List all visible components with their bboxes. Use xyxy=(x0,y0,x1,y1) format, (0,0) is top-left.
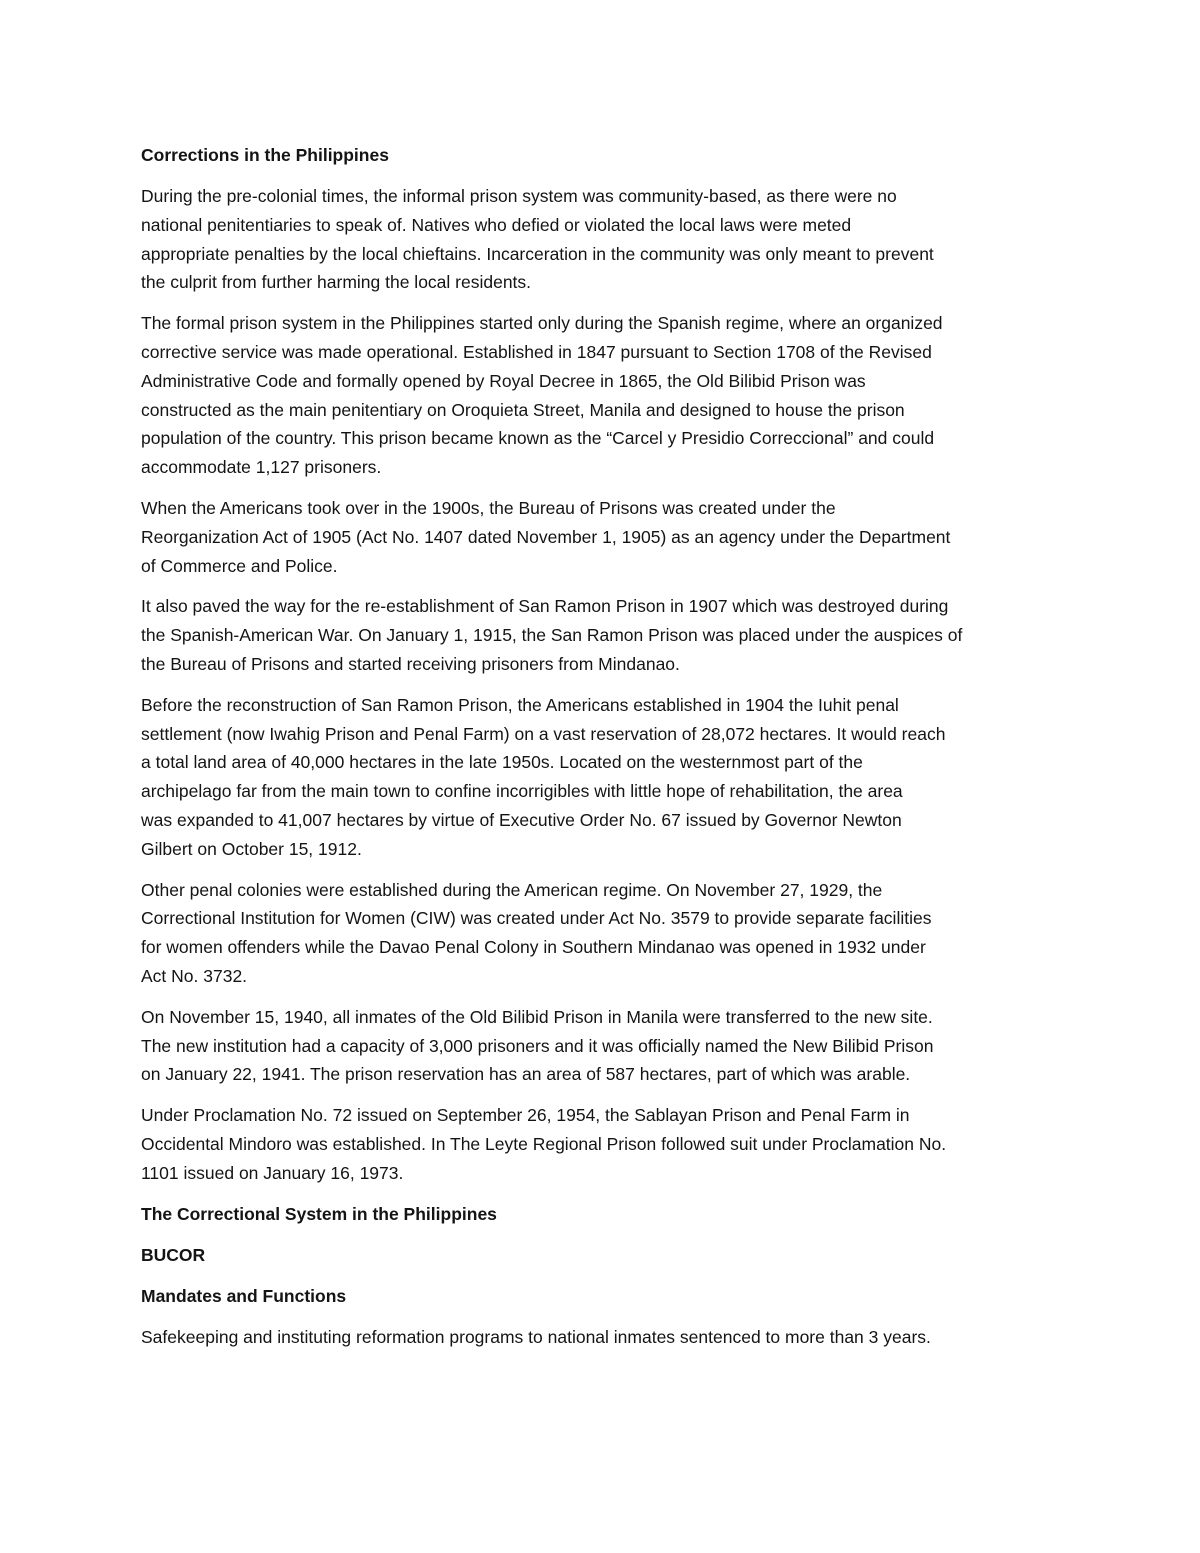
text-line: of Commerce and Police. xyxy=(141,555,338,576)
paragraph-american-era xyxy=(141,494,1061,580)
text-line: Act No. 3732. xyxy=(141,965,248,986)
text-line: During the pre-colonial times, the informal prison system was community-based, as there were no xyxy=(141,186,897,206)
text-line: 1101 issued on January 16, 1973. xyxy=(141,1162,404,1183)
text-line: Correctional Institution for Women (CIW) was created under Act No. 3579 to provide separate facilities xyxy=(141,908,932,929)
document-page xyxy=(141,141,1061,1363)
text-line: a total land area of 40,000 hectares in the late 1950s. Located on the westernmost part of the xyxy=(141,752,863,773)
text-line: the Spanish-American War. On January 1, 1915, the San Ramon Prison was placed under the auspices of xyxy=(141,625,963,646)
text-line: the culprit from further harming the local residents. xyxy=(141,272,532,293)
text-line: appropriate penalties by the local chieftains. Incarceration in the community was only meant to prevent xyxy=(141,243,934,264)
paragraph-precolonial xyxy=(141,182,1061,297)
section-heading-mandates: Mandates and Functions xyxy=(141,1285,347,1306)
text-line: Safekeeping and instituting reformation programs to national inmates sentenced to more than 3 years. xyxy=(141,1326,931,1347)
text-line: national penitentiaries to speak of. Natives who defied or violated the local laws were meted xyxy=(141,214,852,235)
text-line: population of the country. This prison became known as the “Carcel y Presidio Correccional” and could xyxy=(141,428,935,449)
paragraph-mandates xyxy=(141,1323,1061,1352)
text-line: Under Proclamation No. 72 issued on September 26, 1954, the Sablayan Prison and Penal Farm in xyxy=(141,1105,910,1126)
text-line: constructed as the main penitentiary on Oroquieta Street, Manila and designed to house the prison xyxy=(141,399,905,420)
document-title: Corrections in the Philippines xyxy=(141,145,389,165)
text-line: accommodate 1,127 prisoners. xyxy=(141,457,382,478)
paragraph-new-bilibid xyxy=(141,1003,1061,1089)
section-heading-bucor: BUCOR xyxy=(141,1244,206,1265)
text-line: was expanded to 41,007 hectares by virtue of Executive Order No. 67 issued by Governor Newton xyxy=(141,809,902,830)
text-line: When the Americans took over in the 1900s, the Bureau of Prisons was created under the xyxy=(141,497,836,518)
paragraph-sablayan xyxy=(141,1101,1061,1187)
text-line: settlement (now Iwahig Prison and Penal Farm) on a vast reservation of 28,072 hectares. It would reach xyxy=(141,723,946,744)
paragraph-iwahig xyxy=(141,691,1061,864)
text-line: It also paved the way for the re-establishment of San Ramon Prison in 1907 which was destroyed during xyxy=(141,596,949,617)
text-line: for women offenders while the Davao Penal Colony in Southern Mindanao was opened in 1932 under xyxy=(141,937,926,958)
text-line: archipelago far from the main town to confine incorrigibles with little hope of rehabilitation, the area xyxy=(141,781,903,802)
text-line: Other penal colonies were established during the American regime. On November 27, 1929, the xyxy=(141,879,883,900)
text-line: Reorganization Act of 1905 (Act No. 1407 dated November 1, 1905) as an agency under the Department xyxy=(141,526,951,547)
section-heading-correctional-system: The Correctional System in the Philippines xyxy=(141,1203,497,1224)
text-line: on January 22, 1941. The prison reservation has an area of 587 hectares, part of which was arable. xyxy=(141,1064,911,1085)
paragraph-san-ramon xyxy=(141,592,1061,678)
text-line: Administrative Code and formally opened by Royal Decree in 1865, the Old Bilibid Prison was xyxy=(141,370,866,391)
text-line: Occidental Mindoro was established. In The Leyte Regional Prison followed suit under Proclamation No. xyxy=(141,1133,947,1154)
text-line: the Bureau of Prisons and started receiving prisoners from Mindanao. xyxy=(141,653,680,674)
text-line: The new institution had a capacity of 3,000 prisoners and it was officially named the New Bilibid Prison xyxy=(141,1035,934,1056)
text-line: The formal prison system in the Philippines started only during the Spanish regime, where an organized xyxy=(141,313,943,334)
paragraph-spanish-regime xyxy=(141,309,1061,482)
text-line: corrective service was made operational. Established in 1847 pursuant to Section 1708 of the Revised xyxy=(141,341,932,362)
text-line: Before the reconstruction of San Ramon Prison, the Americans established in 1904 the Iuhit penal xyxy=(141,694,899,715)
paragraph-penal-colonies xyxy=(141,876,1061,991)
text-line: On November 15, 1940, all inmates of the Old Bilibid Prison in Manila were transferred to the new site. xyxy=(141,1006,933,1027)
text-line: Gilbert on October 15, 1912. xyxy=(141,838,362,859)
